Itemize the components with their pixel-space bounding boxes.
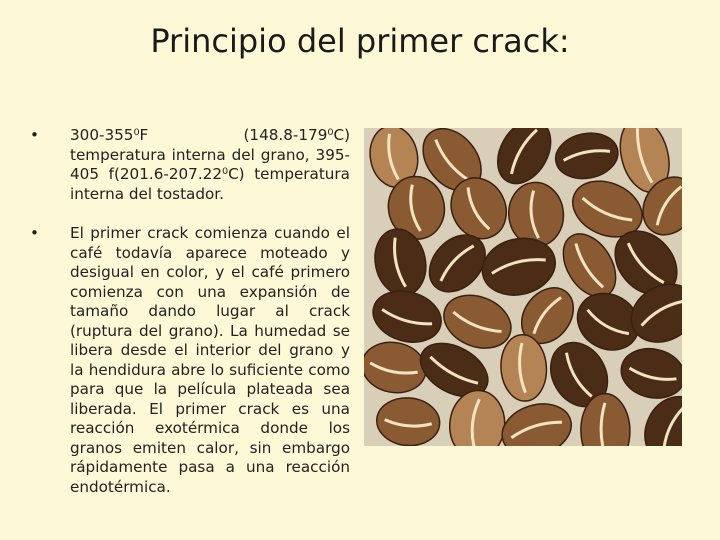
bullet-dot: • (30, 126, 39, 144)
coffee-beans-photo (364, 128, 682, 446)
slide-title: Principio del primer crack: (150, 22, 570, 60)
bullet-dot: • (30, 224, 39, 242)
bullet-item (30, 126, 350, 204)
bullet-text: El primer crack comienza cuando el café todavía aparece moteado y desigual en color, y el café primero comienza con una expansión de tamaño dando lugar al crack (ruptura del grano). La humedad se libera desde el interior del grano y la hendidura abre lo suficiente como para que la película plateada sea liberada. El primer crack es una reacción exotérmica donde los granos emiten calor, sin embargo rápidamente pasa a una reacción endotérmica. (70, 224, 350, 496)
coffee-beans-illustration (364, 128, 682, 446)
bullet-list (30, 126, 350, 517)
bullet-text: 300-355⁰F (148.8-179⁰C) temperatura interna del grano, 395-405 f(201.6-207.22⁰C) temperatura interna del tostador. (70, 126, 350, 203)
bullet-item (30, 224, 350, 497)
